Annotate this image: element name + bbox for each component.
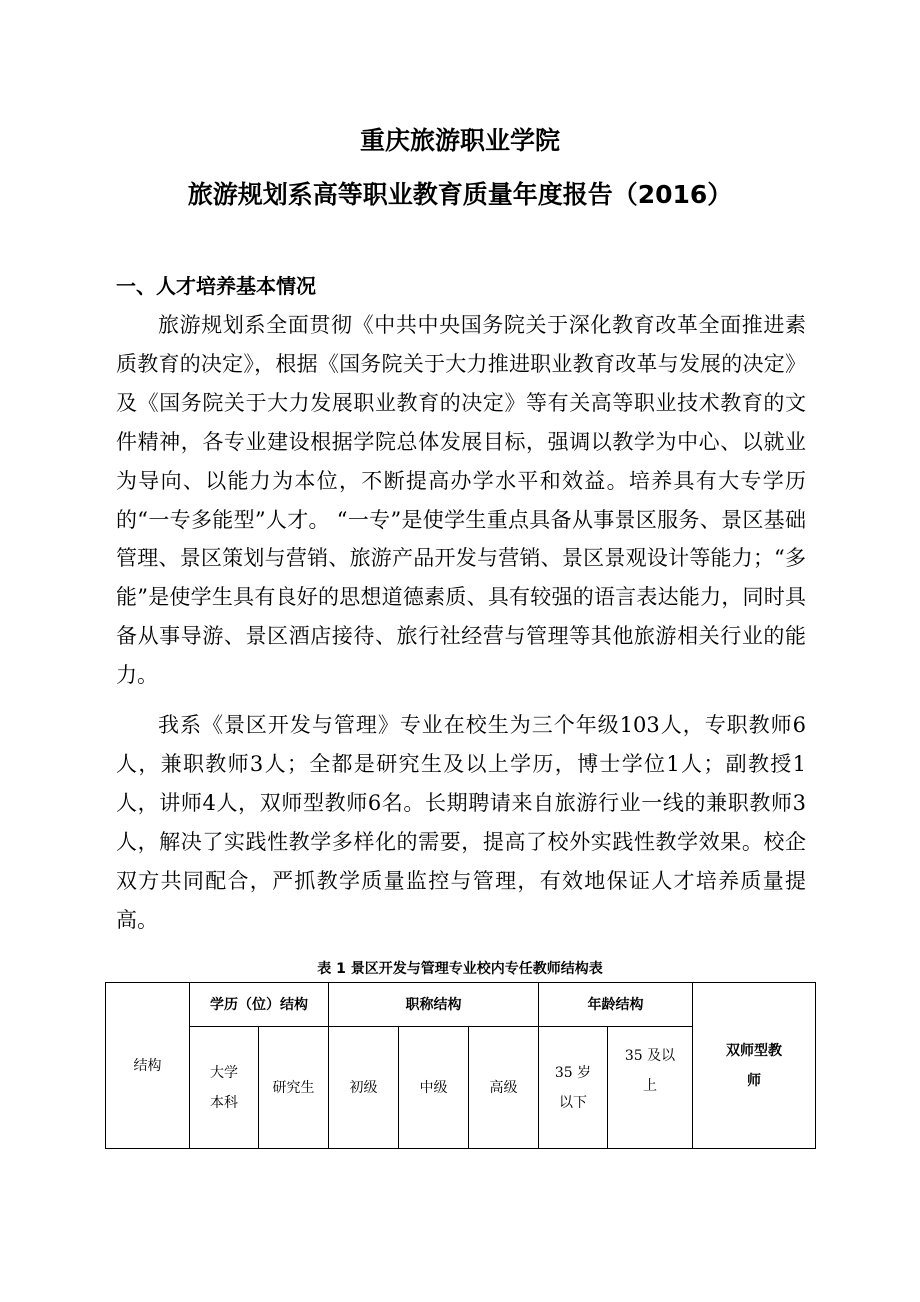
section-heading: 一、人才培养基本情况: [116, 274, 316, 298]
cell-senior: 高级: [469, 1027, 539, 1149]
faculty-structure-table: [105, 982, 816, 1149]
school-title: 重庆旅游职业学院: [359, 126, 560, 155]
paragraph-training-overview: 旅游规划系全面贯彻《中共中央国务院关于深化教育改革全面推进素质教育的决定》，根据《国务院关于大力推进职业教育改革与发展的决定》及《国务院关于大力发展职业教育的决定》等有关高等职业技术教育的文件精神，各专业建设根据学院总体发展目标，强调以教学为中心、以就业为导向、以能力为本位，不断提高办学水平和效益。培养具有大专学历的“一专多能型”人才。 “一专”是使学生重点具备从事景区服务、景区基础管理、景区策划与营销、旅游产品开发与营销、景区景观设计等能力；“多能”是使学生具有良好的思想道德素质、具有较强的语言表达能力，同时具备从事导游、景区酒店接待、旅行社经营与管理等其他旅游相关行业的能力。: [116, 313, 806, 688]
cell-postgraduate: 研究生: [259, 1027, 329, 1149]
header-dual-teacher: 双师型教师: [693, 983, 816, 1149]
paragraph-faculty-overview: 我系《景区开发与管理》专业在校生为三个年级103人，专职教师6人，兼职教师3人；全都是研究生及以上学历，博士学位1人；副教授1人，讲师4人，双师型教师6名。长期聘请来自旅游行业一线的兼职教师3人，解决了实践性教学多样化的需要，提高了校外实践性教学效果。校企双方共同配合，严抓教学质量监控与管理，有效地保证人才培养质量提高。: [116, 713, 806, 932]
header-age: 年龄结构: [539, 983, 693, 1027]
cell-under-35: 35 岁以下: [539, 1027, 608, 1149]
table-caption: 表 1 景区开发与管理专业校内专任教师结构表: [317, 961, 603, 977]
report-title: 旅游规划系高等职业教育质量年度报告（2016）: [187, 180, 733, 209]
cell-junior: 初级: [329, 1027, 399, 1149]
row-header-structure: 结构: [106, 983, 190, 1149]
header-title: 职称结构: [329, 983, 539, 1027]
cell-intermediate: 中级: [399, 1027, 469, 1149]
cell-bachelor: 大学本科: [190, 1027, 259, 1149]
cell-over-35: 35 及以上: [608, 1027, 693, 1149]
header-education: 学历（位）结构: [190, 983, 329, 1027]
